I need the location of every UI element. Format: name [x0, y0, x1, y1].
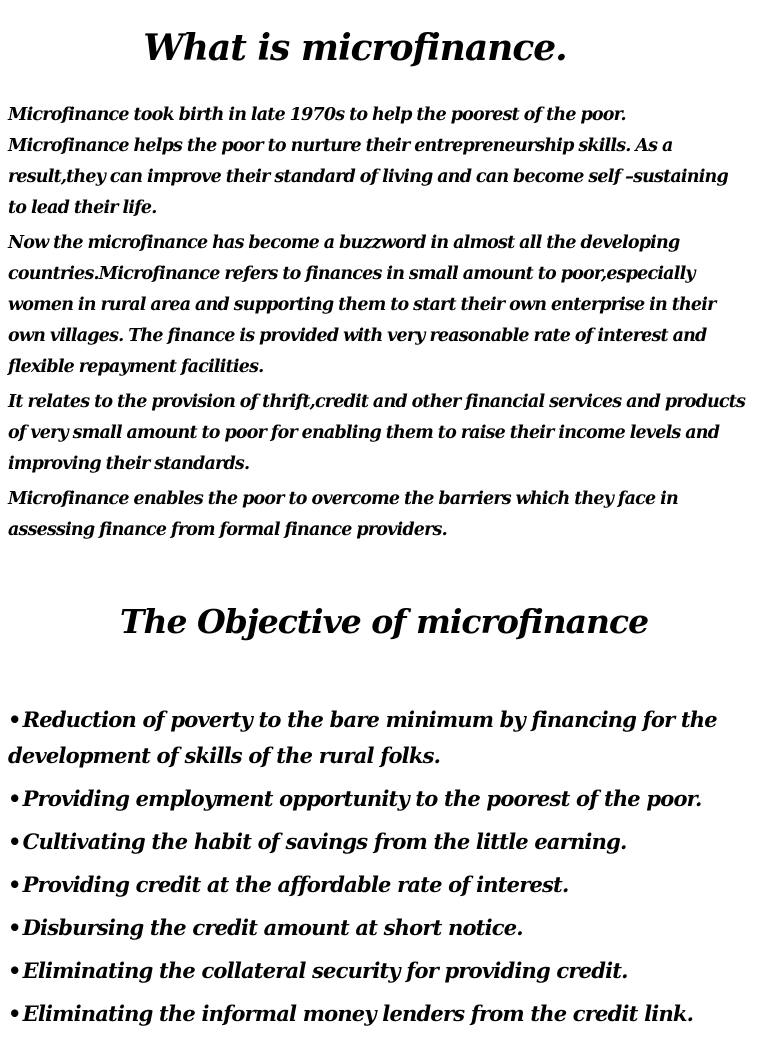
- intro-paragraph: It relates to the provision of thrift,credit and other financial services and products of very small amount to poor for enabling them to raise their income levels and improving their standards.: [8, 392, 746, 474]
- list-item-text: Providing employment opportunity to the poorest of the poor.: [22, 786, 702, 811]
- intro-paragraph: Microfinance enables the poor to overcome the barriers which they face in assessing finance from formal finance providers.: [8, 489, 678, 540]
- bullet-icon: •: [8, 786, 21, 811]
- intro-paragraph: Microfinance took birth in late 1970s to help the poorest of the poor. Microfinance helps the poor to nurture their entrepreneurship skills. As a result,they can improve their standard of living and can become self –sustaining to lead their life.: [8, 105, 728, 218]
- list-item-text: Providing credit at the affordable rate of interest.: [22, 872, 569, 897]
- bullet-icon: •: [8, 915, 21, 940]
- list-item-text: Disbursing the credit amount at short notice.: [22, 915, 523, 940]
- list-item: [8, 824, 748, 860]
- list-item-text: Eliminating the informal money lenders from the credit link.: [22, 1001, 694, 1026]
- objectives-list: [8, 702, 748, 1039]
- list-item: [8, 781, 748, 817]
- list-item: [8, 867, 748, 903]
- section-heading: The Objective of microfinance: [119, 602, 649, 641]
- list-item: [8, 953, 748, 989]
- list-item-text: Reduction of poverty to the bare minimum by financing for the development of skills of the rural folks.: [8, 707, 717, 768]
- bullet-icon: •: [8, 1001, 21, 1026]
- list-item-text: Cultivating the habit of savings from the little earning.: [22, 829, 627, 854]
- list-item-text: Eliminating the collateral security for providing credit.: [22, 958, 628, 983]
- bullet-icon: •: [8, 872, 21, 897]
- page-title: What is microfinance.: [143, 27, 567, 69]
- bullet-icon: •: [8, 958, 21, 983]
- bullet-icon: •: [8, 707, 21, 732]
- bullet-icon: •: [8, 829, 21, 854]
- list-item: [8, 996, 748, 1032]
- list-item: [8, 910, 748, 946]
- intro-paragraph: Now the microfinance has become a buzzword in almost all the developing countries.Microfinance refers to finances in small amount to poor,especially women in rural area and supporting them to start their own enterprise in their own villages. The finance is provided with very reasonable rate of interest and flexible repayment facilities.: [8, 233, 716, 377]
- list-item: [8, 702, 748, 774]
- intro-text: [8, 100, 748, 550]
